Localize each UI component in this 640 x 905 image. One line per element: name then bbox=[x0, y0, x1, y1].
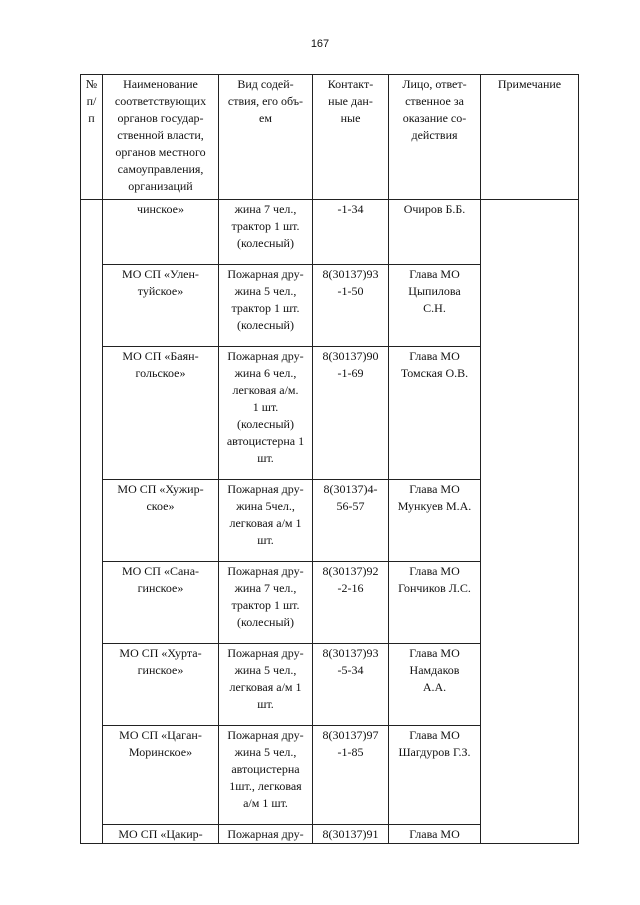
org-cell: МО СП «Хужир- ское» bbox=[103, 480, 219, 562]
org-cell: МО СП «Хурта- гинское» bbox=[103, 644, 219, 726]
page-number: 167 bbox=[310, 38, 330, 50]
header-organization: Наименование соответствующих органов государ- ственной власти, органов местного самоуправления, организаций bbox=[103, 75, 219, 200]
aid-cell: Пожарная дру- жина 6 чел., легковая а/м. 1 шт. (колесный) автоцистерна 1 шт. bbox=[219, 347, 313, 480]
person-cell: Глава МО Томская О.В. bbox=[389, 347, 481, 480]
contact-cell: 8(30137)93 -5-34 bbox=[313, 644, 389, 726]
aid-cell: Пожарная дру- жина 7 чел., трактор 1 шт. (колесный) bbox=[219, 562, 313, 644]
person-cell: Глава МО bbox=[389, 825, 481, 844]
contact-cell: 8(30137)97 -1-85 bbox=[313, 726, 389, 825]
row-number-cell bbox=[81, 200, 103, 844]
person-cell: Очиров Б.Б. bbox=[389, 200, 481, 265]
header-number: № п/ п bbox=[81, 75, 103, 200]
person-cell: Глава МО Мункуев М.А. bbox=[389, 480, 481, 562]
aid-cell: Пожарная дру- жина 5 чел., трактор 1 шт. (колесный) bbox=[219, 265, 313, 347]
org-cell: МО СП «Цакир- bbox=[103, 825, 219, 844]
contact-cell: 8(30137)91 bbox=[313, 825, 389, 844]
header-aid-type: Вид содей- ствия, его объ- ем bbox=[219, 75, 313, 200]
contact-cell: 8(30137)92 -2-16 bbox=[313, 562, 389, 644]
org-cell: МО СП «Улен- туйское» bbox=[103, 265, 219, 347]
person-cell: Глава МО Гончиков Л.С. bbox=[389, 562, 481, 644]
aid-cell: жина 7 чел., трактор 1 шт. (колесный) bbox=[219, 200, 313, 265]
aid-cell: Пожарная дру- жина 5чел., легковая а/м 1 шт. bbox=[219, 480, 313, 562]
org-cell: МО СП «Цаган- Моринское» bbox=[103, 726, 219, 825]
contact-cell: -1-34 bbox=[313, 200, 389, 265]
header-contact: Контакт- ные дан- ные bbox=[313, 75, 389, 200]
contact-cell: 8(30137)90 -1-69 bbox=[313, 347, 389, 480]
header-responsible-person: Лицо, ответ- ственное за оказание со- действия bbox=[389, 75, 481, 200]
org-cell: МО СП «Сана- гинское» bbox=[103, 562, 219, 644]
aid-cell: Пожарная дру- жина 5 чел., автоцистерна 1шт., легковая а/м 1 шт. bbox=[219, 726, 313, 825]
org-cell: МО СП «Баян- гольское» bbox=[103, 347, 219, 480]
note-cell bbox=[481, 200, 579, 844]
contact-cell: 8(30137)93 -1-50 bbox=[313, 265, 389, 347]
table-header bbox=[81, 75, 579, 200]
aid-cell: Пожарная дру- bbox=[219, 825, 313, 844]
assistance-table bbox=[80, 74, 579, 844]
person-cell: Глава МО Цыпилова С.Н. bbox=[389, 265, 481, 347]
header-note: Примечание bbox=[481, 75, 579, 200]
aid-cell: Пожарная дру- жина 5 чел., легковая а/м 1 шт. bbox=[219, 644, 313, 726]
contact-cell: 8(30137)4- 56-57 bbox=[313, 480, 389, 562]
person-cell: Глава МО Намдаков А.А. bbox=[389, 644, 481, 726]
table-body bbox=[81, 200, 579, 844]
table-row bbox=[81, 200, 579, 265]
person-cell: Глава МО Шагдуров Г.З. bbox=[389, 726, 481, 825]
org-cell: чинское» bbox=[103, 200, 219, 265]
